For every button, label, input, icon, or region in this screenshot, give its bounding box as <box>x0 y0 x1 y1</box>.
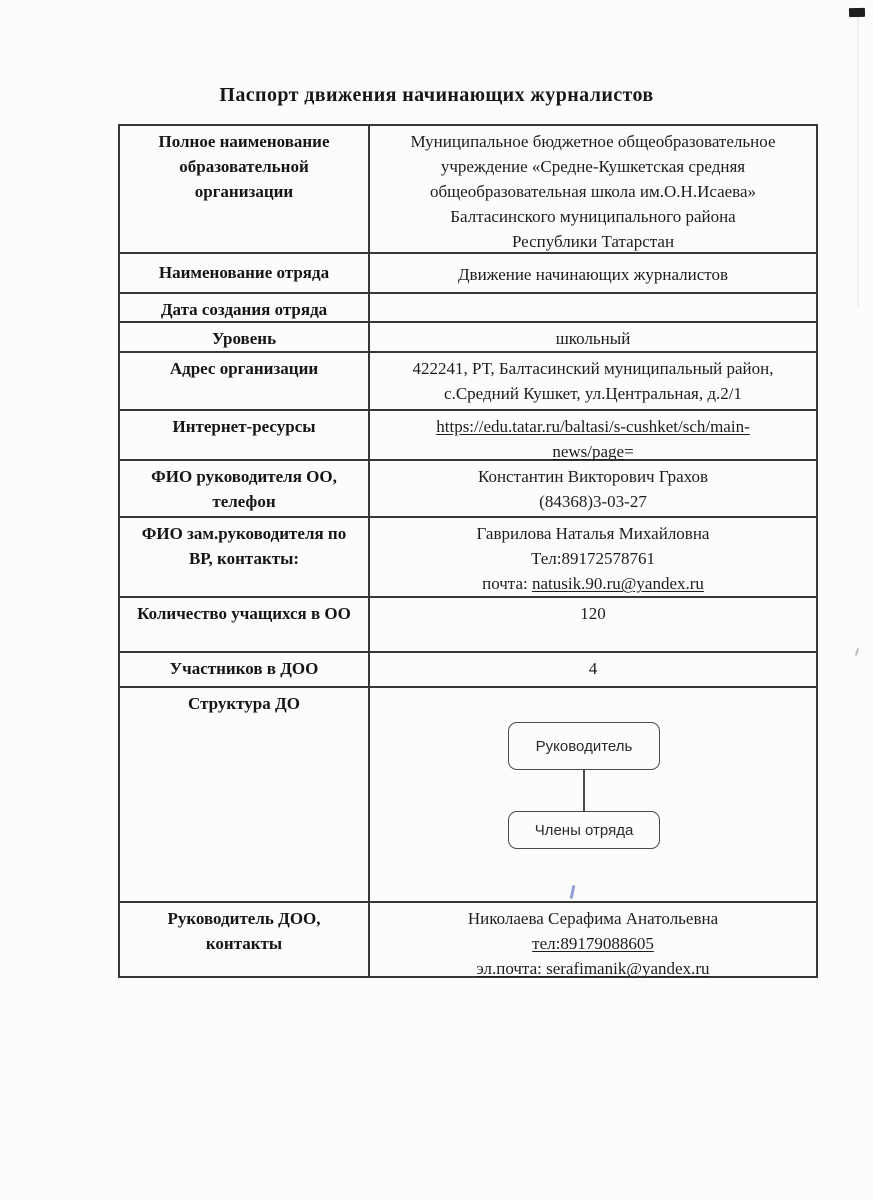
row-value-full-name <box>370 126 816 252</box>
row-label-structure: Структура ДО <box>120 688 370 901</box>
table-row-students-count <box>120 598 816 653</box>
row-value-structure <box>370 688 816 901</box>
row-value-level: школьный <box>555 329 631 348</box>
table-row-structure <box>120 688 816 903</box>
structure-diagram <box>370 688 816 901</box>
row-label-deputy: ФИО зам.руководителя по ВР, контакты: <box>120 518 370 596</box>
row-label-level: Уровень <box>120 323 370 351</box>
table-row-internet <box>120 411 816 461</box>
value-line: учреждение «Средне-Кушкетская средняя <box>440 157 746 176</box>
email-label: почта: <box>482 574 532 593</box>
table-row-members-count <box>120 653 816 688</box>
row-value-head <box>370 461 816 516</box>
value-line: Балтасинского муниципального района <box>450 207 736 226</box>
table-row-unit-name <box>120 254 816 294</box>
phone-number: Тел:89172578761 <box>531 549 655 568</box>
row-value-doo-head <box>370 903 816 976</box>
diagram-box-members-label: Члены отряда <box>534 821 634 839</box>
row-label-full-name: Полное наименование образовательной организации <box>120 126 370 252</box>
table-row-full-name <box>120 126 816 254</box>
row-value-address <box>370 353 816 409</box>
value-line: общеобразовательная школа им.О.Н.Исаева» <box>429 182 757 201</box>
row-label-students-count: Количество учащихся в ОО <box>120 598 370 651</box>
row-value-creation-date <box>370 294 816 321</box>
phone-number: (84368)3-03-27 <box>539 492 647 511</box>
value-line <box>376 571 810 596</box>
scan-speck <box>855 648 859 656</box>
row-label-doo-head: Руководитель ДОО, контакты <box>120 903 370 976</box>
table-row-doo-head <box>120 903 816 976</box>
diagram-connector-line <box>583 770 585 811</box>
value-line: с.Средний Кушкет, ул.Центральная, д.2/1 <box>444 384 742 403</box>
row-label-internet: Интернет-ресурсы <box>120 411 370 459</box>
diagram-box-members <box>508 811 660 849</box>
row-label-members-count: Участников в ДОО <box>120 653 370 686</box>
website-link: news/page <box>552 442 625 461</box>
passport-table <box>118 124 818 978</box>
row-value-internet <box>370 411 816 459</box>
table-row-deputy <box>120 518 816 598</box>
row-value-unit-name: Движение начинающих журналистов <box>457 265 729 284</box>
website-link: https://edu.tatar.ru/baltasi/s-cushket/sch/main- <box>436 417 750 436</box>
phone-number: тел:89179088605 <box>532 934 654 953</box>
email-link: natusik.90.ru@yandex.ru <box>531 574 704 593</box>
scan-edge-line <box>857 17 859 307</box>
value-line: 422241, РТ, Балтасинский муниципальный район, <box>412 359 774 378</box>
scan-corner-mark <box>849 8 865 17</box>
diagram-box-leader-label: Руководитель <box>535 737 633 755</box>
row-label-unit-name: Наименование отряда <box>120 254 370 292</box>
page-title: Паспорт движения начинающих журналистов <box>219 84 654 106</box>
row-value-deputy <box>370 518 816 596</box>
table-row-creation-date <box>120 294 816 323</box>
person-name: Константин Викторович Грахов <box>477 467 709 486</box>
diagram-box-leader <box>508 722 660 770</box>
person-name: Николаева Серафима Анатольевна <box>467 909 719 928</box>
value-line: Муниципальное бюджетное общеобразовательное <box>410 132 776 151</box>
value-line <box>376 956 810 981</box>
row-value-students-count: 120 <box>580 604 606 623</box>
value-line <box>376 414 810 439</box>
value-line <box>376 931 810 956</box>
row-label-creation-date: Дата создания отряда <box>120 294 370 321</box>
table-row-address <box>120 353 816 411</box>
value-line: Республики Татарстан <box>511 232 675 251</box>
person-name: Гаврилова Наталья Михайловна <box>476 524 710 543</box>
row-label-head: ФИО руководителя ОО, телефон <box>120 461 370 516</box>
row-label-address: Адрес организации <box>120 353 370 409</box>
row-value-members-count: 4 <box>588 659 598 678</box>
link-suffix: = <box>624 442 634 461</box>
table-row-level <box>120 323 816 353</box>
table-row-head <box>120 461 816 518</box>
email-link: эл.почта: serafimanik@yandex.ru <box>476 959 710 978</box>
